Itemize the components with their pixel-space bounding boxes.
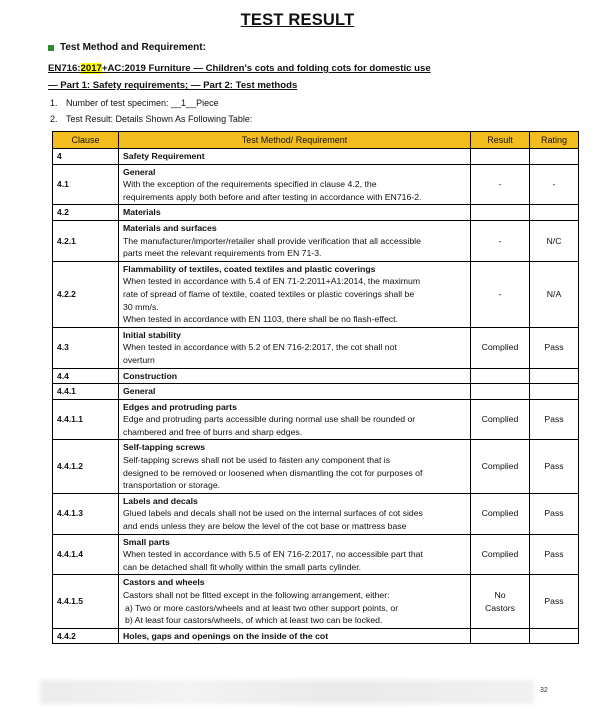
header-clause: Clause [53, 132, 119, 149]
rating-cell [530, 384, 579, 400]
requirement-cell [119, 493, 471, 534]
requirement-text-line: requirements apply both before and after testing in accordance with EN716-2. [123, 191, 422, 202]
requirement-title: Materials and surfaces [123, 222, 217, 233]
table-row [53, 534, 579, 575]
requirement-cell [119, 327, 471, 368]
table-row [53, 164, 579, 205]
header-result: Result [471, 132, 530, 149]
table-row [53, 399, 579, 440]
requirement-text-line: 30 mm/s. [123, 301, 159, 312]
table-row [53, 575, 579, 628]
requirement-cell [119, 164, 471, 205]
list-item-number: 1. [50, 98, 58, 108]
result-cell: Complied [471, 534, 530, 575]
requirement-cell [119, 628, 471, 644]
requirement-title: Labels and decals [123, 495, 198, 506]
table-row [53, 368, 579, 384]
result-cell: Complied [471, 327, 530, 368]
header-rating: Rating [530, 132, 579, 149]
requirement-text-line: parts meet the relevant requirements from EN 71-3. [123, 248, 322, 259]
requirement-text-line: When tested in accordance with EN 1103, there shall be no flash-effect. [123, 314, 398, 325]
table-row [53, 220, 579, 261]
list-item [50, 114, 252, 124]
result-cell: - [471, 261, 530, 327]
result-cell: Complied [471, 493, 530, 534]
requirement-title: General [123, 166, 156, 177]
rating-cell [530, 205, 579, 221]
table-row [53, 628, 579, 644]
table-row [53, 261, 579, 327]
clause-cell: 4.4.1.2 [53, 440, 119, 493]
table-row [53, 149, 579, 165]
requirement-text-line: designed to be removed or loosened when dismantling the cot for purposes of [123, 467, 423, 478]
requirement-text-line: When tested in accordance with 5.5 of EN 716-2:2017, no accessible part that [123, 549, 423, 560]
clause-cell: 4.4.1.3 [53, 493, 119, 534]
rating-cell: Pass [530, 575, 579, 628]
list-item-text: Test Result: Details Shown As Following Table: [66, 114, 253, 124]
standard-prefix: EN716: [48, 63, 81, 74]
blurred-footer [40, 680, 534, 704]
requirement-text-line: overturn [123, 354, 155, 365]
requirement-text-line: Edge and protruding parts accessible during normal use shall be rounded or [123, 414, 416, 425]
requirement-cell [119, 575, 471, 628]
table-header-row [53, 132, 579, 149]
list-item-number: 2. [50, 114, 58, 124]
standard-title-line-2: — Part 1: Safety requirements; — Part 2: Test methods [48, 80, 298, 91]
requirement-cell [119, 261, 471, 327]
requirement-text-line: transportation or storage. [123, 480, 221, 491]
standard-title-line-1 [48, 63, 431, 74]
requirement-text-line: Glued labels and decals shall not be used on the internal surfaces of cot sides [123, 508, 423, 519]
clause-cell: 4.4.1.4 [53, 534, 119, 575]
rating-cell: - [530, 164, 579, 205]
result-cell [471, 205, 530, 221]
rating-cell [530, 628, 579, 644]
rating-cell [530, 368, 579, 384]
requirement-text-line: rate of spread of flame of textile, coated textiles or plastic coverings shall be [123, 288, 415, 299]
requirement-cell [119, 205, 471, 221]
result-cell: No Castors [471, 575, 530, 628]
standard-year-highlight: 2017 [80, 63, 102, 74]
result-cell: - [471, 164, 530, 205]
result-cell [471, 384, 530, 400]
rating-cell [530, 149, 579, 165]
header-method: Test Method/ Requirement [119, 132, 471, 149]
requirement-title: Safety Requirement [123, 151, 205, 161]
test-result-table [52, 131, 579, 644]
requirement-title: General [123, 386, 156, 397]
requirement-cell [119, 220, 471, 261]
requirement-title: Self-tapping screws [123, 442, 206, 453]
clause-cell: 4.2.1 [53, 220, 119, 261]
requirement-cell [119, 440, 471, 493]
requirement-cell [119, 149, 471, 165]
rating-cell: Pass [530, 534, 579, 575]
requirement-title: Castors and wheels [123, 577, 205, 588]
requirement-text-line: When tested in accordance with 5.4 of EN 71-2:2011+A1:2014, the maximum [123, 276, 421, 287]
bullet-square-icon [48, 45, 54, 51]
requirement-title: Holes, gaps and openings on the inside of the cot [123, 630, 329, 641]
requirement-text-line: When tested in accordance with 5.2 of EN 716-2:2017, the cot shall not [123, 342, 397, 353]
requirement-cell [119, 384, 471, 400]
requirement-text-line: Self-tapping screws shall not be used to fasten any component that is [123, 455, 391, 466]
requirement-title: Flammability of textiles, coated textiles and plastic coverings [123, 263, 376, 274]
table-row [53, 440, 579, 493]
requirement-title: Initial stability [123, 329, 181, 340]
rating-cell: N/A [530, 261, 579, 327]
rating-cell: Pass [530, 327, 579, 368]
table-body [53, 149, 579, 644]
result-cell: Complied [471, 440, 530, 493]
section-label: Test Method and Requirement: [60, 42, 206, 53]
result-cell: Complied [471, 399, 530, 440]
list-item [50, 98, 219, 108]
table-row [53, 493, 579, 534]
requirement-text-line: The manufacturer/importer/retailer shall provide verification that all accessible [123, 235, 421, 246]
section-heading [48, 42, 206, 53]
rating-cell: Pass [530, 493, 579, 534]
clause-cell: 4.1 [53, 164, 119, 205]
table-row [53, 384, 579, 400]
clause-cell: 4.3 [53, 327, 119, 368]
requirement-title: Small parts [123, 536, 170, 547]
rating-cell: Pass [530, 399, 579, 440]
requirement-text-line: With the exception of the requirements specified in clause 4.2, the [123, 179, 377, 190]
requirement-title: Materials [123, 207, 161, 218]
page-number: 32 [540, 687, 548, 694]
clause-cell: 4.2.2 [53, 261, 119, 327]
clause-cell: 4.2 [53, 205, 119, 221]
rating-cell: N/C [530, 220, 579, 261]
requirement-text-line: can be detached shall fit wholly within the small parts cylinder. [123, 561, 362, 572]
rating-cell: Pass [530, 440, 579, 493]
result-cell [471, 628, 530, 644]
requirement-cell [119, 399, 471, 440]
result-cell [471, 368, 530, 384]
clause-cell: 4.4.1.1 [53, 399, 119, 440]
requirement-cell [119, 368, 471, 384]
requirement-title: Edges and protruding parts [123, 401, 237, 412]
page-title: TEST RESULT [240, 11, 355, 29]
requirement-text-line: a) Two or more castors/wheels and at least two other support points, or [125, 602, 399, 613]
table-row [53, 327, 579, 368]
clause-cell: 4.4 [53, 368, 119, 384]
list-item-text: Number of test specimen: __1__Piece [66, 98, 219, 108]
requirement-text-line: chambered and free of burrs and sharp edges. [123, 426, 303, 437]
requirement-text-line: b) At least four castors/wheels, of which at least two can be locked. [125, 615, 383, 626]
requirement-text-line: and ends unless they are below the level of the cot base or mattress base [123, 521, 407, 532]
clause-cell: 4.4.1 [53, 384, 119, 400]
requirement-cell [119, 534, 471, 575]
result-cell: - [471, 220, 530, 261]
clause-cell: 4.4.2 [53, 628, 119, 644]
table-row [53, 205, 579, 221]
result-cell [471, 149, 530, 165]
clause-cell: 4.4.1.5 [53, 575, 119, 628]
requirement-title: Construction [123, 370, 178, 381]
requirement-text-line: Castors shall not be fitted except in the following arrangement, either: [123, 590, 390, 600]
standard-suffix: +AC:2019 Furniture — Children's cots and folding cots for domestic use [101, 63, 431, 74]
clause-cell: 4 [53, 149, 119, 165]
